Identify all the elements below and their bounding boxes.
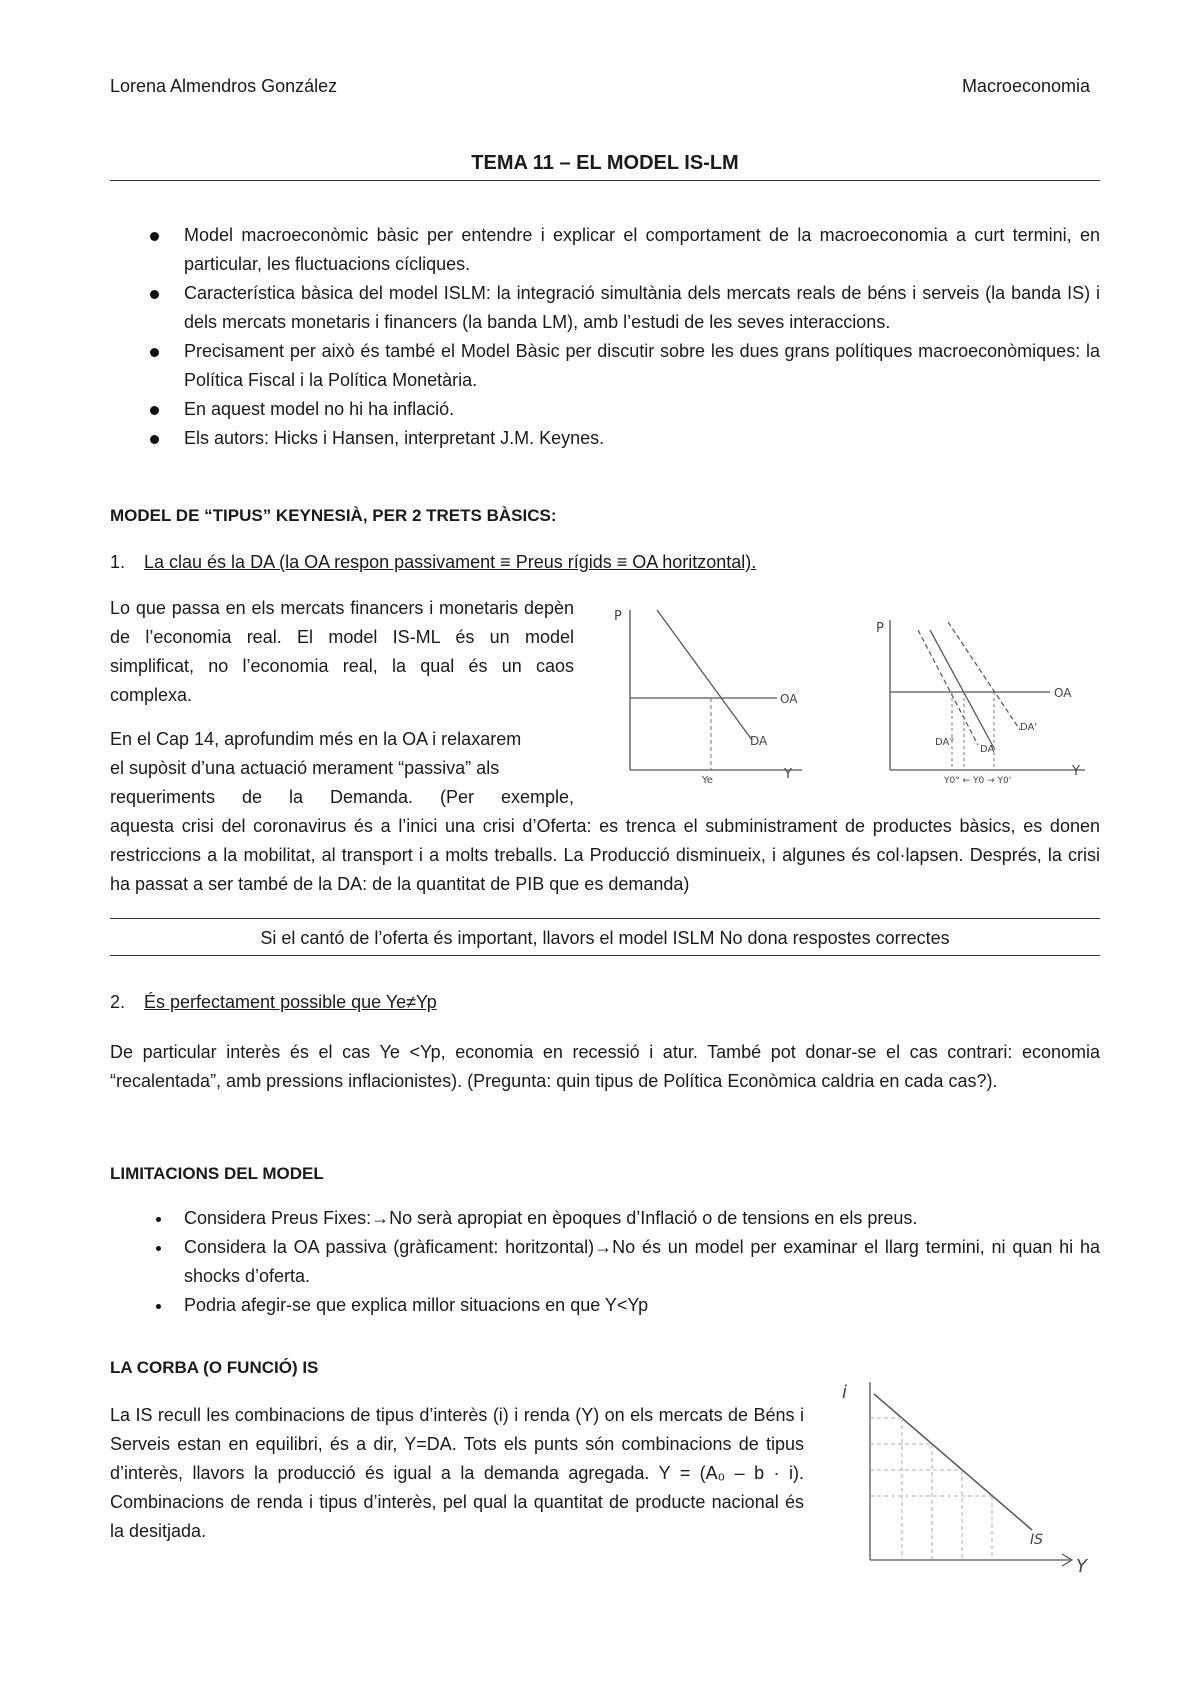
list-item: Podria afegir-se que explica millor situacions en que Y<Yp (110, 1291, 1100, 1320)
graph2-x-ticks: Y0° ← Y0 → Y0' (944, 776, 1012, 785)
supply-side-note: Si el cantó de l’oferta és important, llavors el model ISLM No dona respostes correctes (260, 928, 950, 948)
graph3-y-axis-label: i (842, 1382, 848, 1403)
list-item: Model macroeconòmic bàsic per entendre i explicar el comportament de la macroeconomia a curt termini, en particular, les fluctuacions cícliques. (110, 221, 1100, 279)
graph1-oa-label: OA (780, 692, 798, 706)
graph2-da-label: DA (980, 744, 995, 755)
paragraph-real-economy: Lo que passa en els mercats financers i monetaris depèn de l’economia real. El model IS-ML és un model simplificat, no l’economia real, la qual és un caos complexa. (110, 598, 574, 705)
note-rule-bottom (110, 955, 1100, 956)
graph2-x-axis-label: Y (1072, 764, 1080, 779)
list-item: Considera Preus Fixes:→No serà apropiat en èpoques d’Inflació o de tensions en els preus. (110, 1204, 1100, 1233)
graph-oa-da (612, 600, 812, 785)
note-rule-top (110, 918, 1100, 919)
graph2-da-prime-label: DA' (1020, 722, 1038, 733)
paragraph-coronavirus: aquesta crisi del coronavirus és a l’inici una crisi d’Oferta: es trenca el subministrament de productes bàsics, es donen restriccions a la mobilitat, al transport i a molts treballs. La Producció disminueix, i algunes és col·lapsen. Després, la crisi ha passat a ser també de la DA: de la quantitat de PIB que es demanda) (110, 816, 1100, 894)
graph-da-shift (860, 600, 1090, 785)
graph2-da0-label: DA° (935, 737, 955, 748)
graph2-y-axis-label: P (876, 621, 884, 636)
author-name: Lorena Almendros González (110, 76, 338, 96)
subject-name: Macroeconomia (961, 76, 1090, 96)
point-2 (110, 992, 437, 1013)
graph1-x-axis-label: Y (784, 767, 792, 782)
list-item: En aquest model no hi ha inflació. (110, 395, 1100, 424)
paragraph-line: requeriments de la Demanda. (Per exemple, (110, 787, 574, 807)
list-item: Els autors: Hicks i Hansen, interpretant J.M. Keynes. (110, 424, 1100, 453)
point-1-text: La clau és la DA (la OA respon passivament ≡ Preus rígids ≡ OA horitzontal). (144, 552, 757, 572)
graph-is-curve (832, 1372, 1102, 1582)
limitations-list (110, 1204, 1100, 1320)
section-heading-is-curve: LA CORBA (O FUNCIÓ) IS (110, 1358, 319, 1377)
point-1 (110, 552, 756, 573)
section-heading-limitations: LIMITACIONS DEL MODEL (110, 1164, 324, 1183)
list-item: Característica bàsica del model ISLM: la integració simultània dels mercats reals de béns i serveis (la banda IS) i dels mercats monetaris i financers (la banda LM), amb l’estudi de les seves interaccions. (110, 279, 1100, 337)
list-item: Precisament per això és també el Model Bàsic per discutir sobre les dues grans polítiques macroeconòmiques: la Política Fiscal i la Política Monetària. (110, 337, 1100, 395)
graph1-y-axis-label: P (614, 609, 622, 624)
graph1-da-label: DA (750, 734, 768, 748)
point-2-text: És perfectament possible que Ye≠Yp (144, 992, 437, 1012)
paragraph-ye-yp: De particular interès és el cas Ye <Yp, economia en recessió i atur. També pot donar-se el cas contrari: economia “recalentada”, amb pressions inflacionistes). (Pregunta: quin tipus de Política Econòmica caldria en cada cas?). (110, 1042, 1100, 1091)
title-rule (110, 180, 1100, 181)
list-item: Considera la OA passiva (gràficament: horitzontal)→No és un model per examinar el llarg termini, ni quan hi ha shocks d’oferta. (110, 1233, 1100, 1291)
point-2-number: 2. (110, 992, 126, 1012)
graph3-is-label: IS (1030, 1532, 1044, 1548)
graph3-x-axis-label: Y (1076, 1556, 1087, 1577)
paragraph-line: el supòsit d’una actuació merament “passiva” als (110, 758, 500, 778)
intro-list (110, 221, 1100, 453)
page-title: TEMA 11 – EL MODEL IS-LM (471, 152, 739, 174)
paragraph-is-curve: La IS recull les combinacions de tipus d’interès (i) i renda (Y) on els mercats de Béns i Serveis estan en equilibri, és a dir, Y=DA. Tots els punts són combinacions de tipus d’interès, llavors la producció és igual a la demanda agregada. Y = (A₀ – b · i). Combinacions de renda i tipus d’interès, pel qual la quantitat de producte nacional és la desitjada. (110, 1405, 804, 1541)
graph2-oa-label: OA (1054, 686, 1072, 700)
paragraph-cap14 (110, 725, 574, 812)
graph1-ye-label: Ye (702, 775, 713, 785)
point-1-number: 1. (110, 552, 126, 572)
section-heading-keynesian: MODEL DE “TIPUS” KEYNESIÀ, PER 2 TRETS BÀSICS: (110, 506, 557, 525)
paragraph-line: En el Cap 14, aprofundim més en la OA i relaxarem (110, 729, 522, 749)
